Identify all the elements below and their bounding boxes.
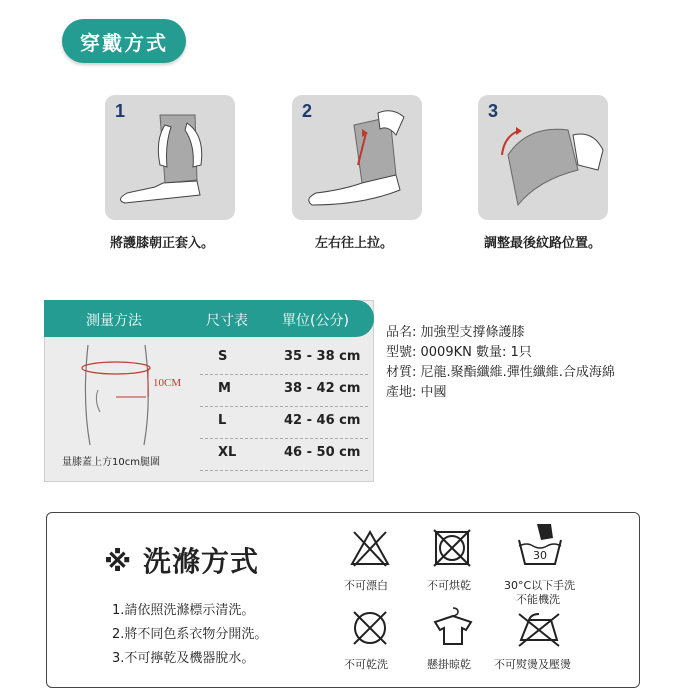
no-iron-label: 不可熨燙及壓燙 (494, 658, 571, 671)
step-3-panel (478, 95, 608, 220)
hang-dry-label: 懸掛晾乾 (427, 658, 471, 671)
size-range: 38 - 42 cm (284, 381, 361, 396)
knee-measure-diagram (60, 340, 200, 450)
product-name: 品名: 加強型支撐條護膝 (386, 325, 525, 340)
washing-instruction: 1.請依照洗滌標示清洗。 (112, 603, 255, 618)
step-number: 1 (115, 101, 126, 121)
size-row (200, 407, 368, 439)
no-tumble-dry-icon (432, 528, 472, 568)
size-range: 42 - 46 cm (284, 413, 361, 428)
header-size-chart: 尺寸表 (206, 313, 248, 329)
washing-instruction: 2.將不同色系衣物分開洗。 (112, 627, 268, 642)
product-origin: 產地: 中國 (386, 385, 447, 400)
size-range: 35 - 38 cm (284, 349, 361, 364)
no-bleach-icon (350, 528, 390, 568)
step-number: 2 (302, 101, 313, 121)
no-dry-clean-icon (350, 608, 390, 648)
step-2-panel (292, 95, 422, 220)
size-label: M (218, 381, 231, 396)
washing-title: ※ 洗滌方式 (104, 545, 259, 578)
size-range: 46 - 50 cm (284, 445, 361, 460)
hand-wash-label: 30°C以下手洗 (504, 579, 576, 592)
section-title: 穿戴方式 (62, 19, 186, 63)
product-material: 材質: 尼龍.聚酯纖維.彈性纖維.合成海綿 (386, 365, 615, 380)
hand-wash-30-icon (515, 520, 565, 570)
size-row (200, 439, 368, 471)
header-measure-method: 測量方法 (86, 313, 142, 329)
washing-instruction: 3.不可擰乾及機器脫水。 (112, 651, 255, 666)
hang-dry-icon (432, 606, 474, 648)
step-1-panel (105, 95, 235, 220)
size-label: XL (218, 445, 237, 460)
header-unit: 單位(公分) (282, 313, 349, 329)
size-row (200, 343, 368, 375)
measure-distance-label: 10CM (153, 377, 182, 389)
size-row (200, 375, 368, 407)
no-tumble-dry-label: 不可烘乾 (427, 579, 471, 592)
no-dry-clean-label: 不可乾洗 (344, 658, 388, 671)
hand-wash-label-2: 不能機洗 (516, 593, 560, 606)
measure-note: 量膝蓋上方10cm腿圍 (62, 457, 160, 468)
step-1-caption: 將護膝朝正套入。 (110, 236, 215, 251)
no-iron-icon (515, 608, 563, 648)
product-model: 型號: 0009KN 數量: 1只 (386, 345, 532, 360)
step-number: 3 (488, 101, 499, 121)
size-table-header (44, 300, 374, 337)
size-label: L (218, 413, 227, 428)
no-bleach-label: 不可漂白 (344, 579, 388, 592)
size-label: S (218, 349, 228, 364)
step-3-caption: 調整最後紋路位置。 (484, 236, 602, 251)
step-2-caption: 左右往上拉。 (315, 236, 394, 251)
wash-temperature: 30 (533, 549, 547, 562)
